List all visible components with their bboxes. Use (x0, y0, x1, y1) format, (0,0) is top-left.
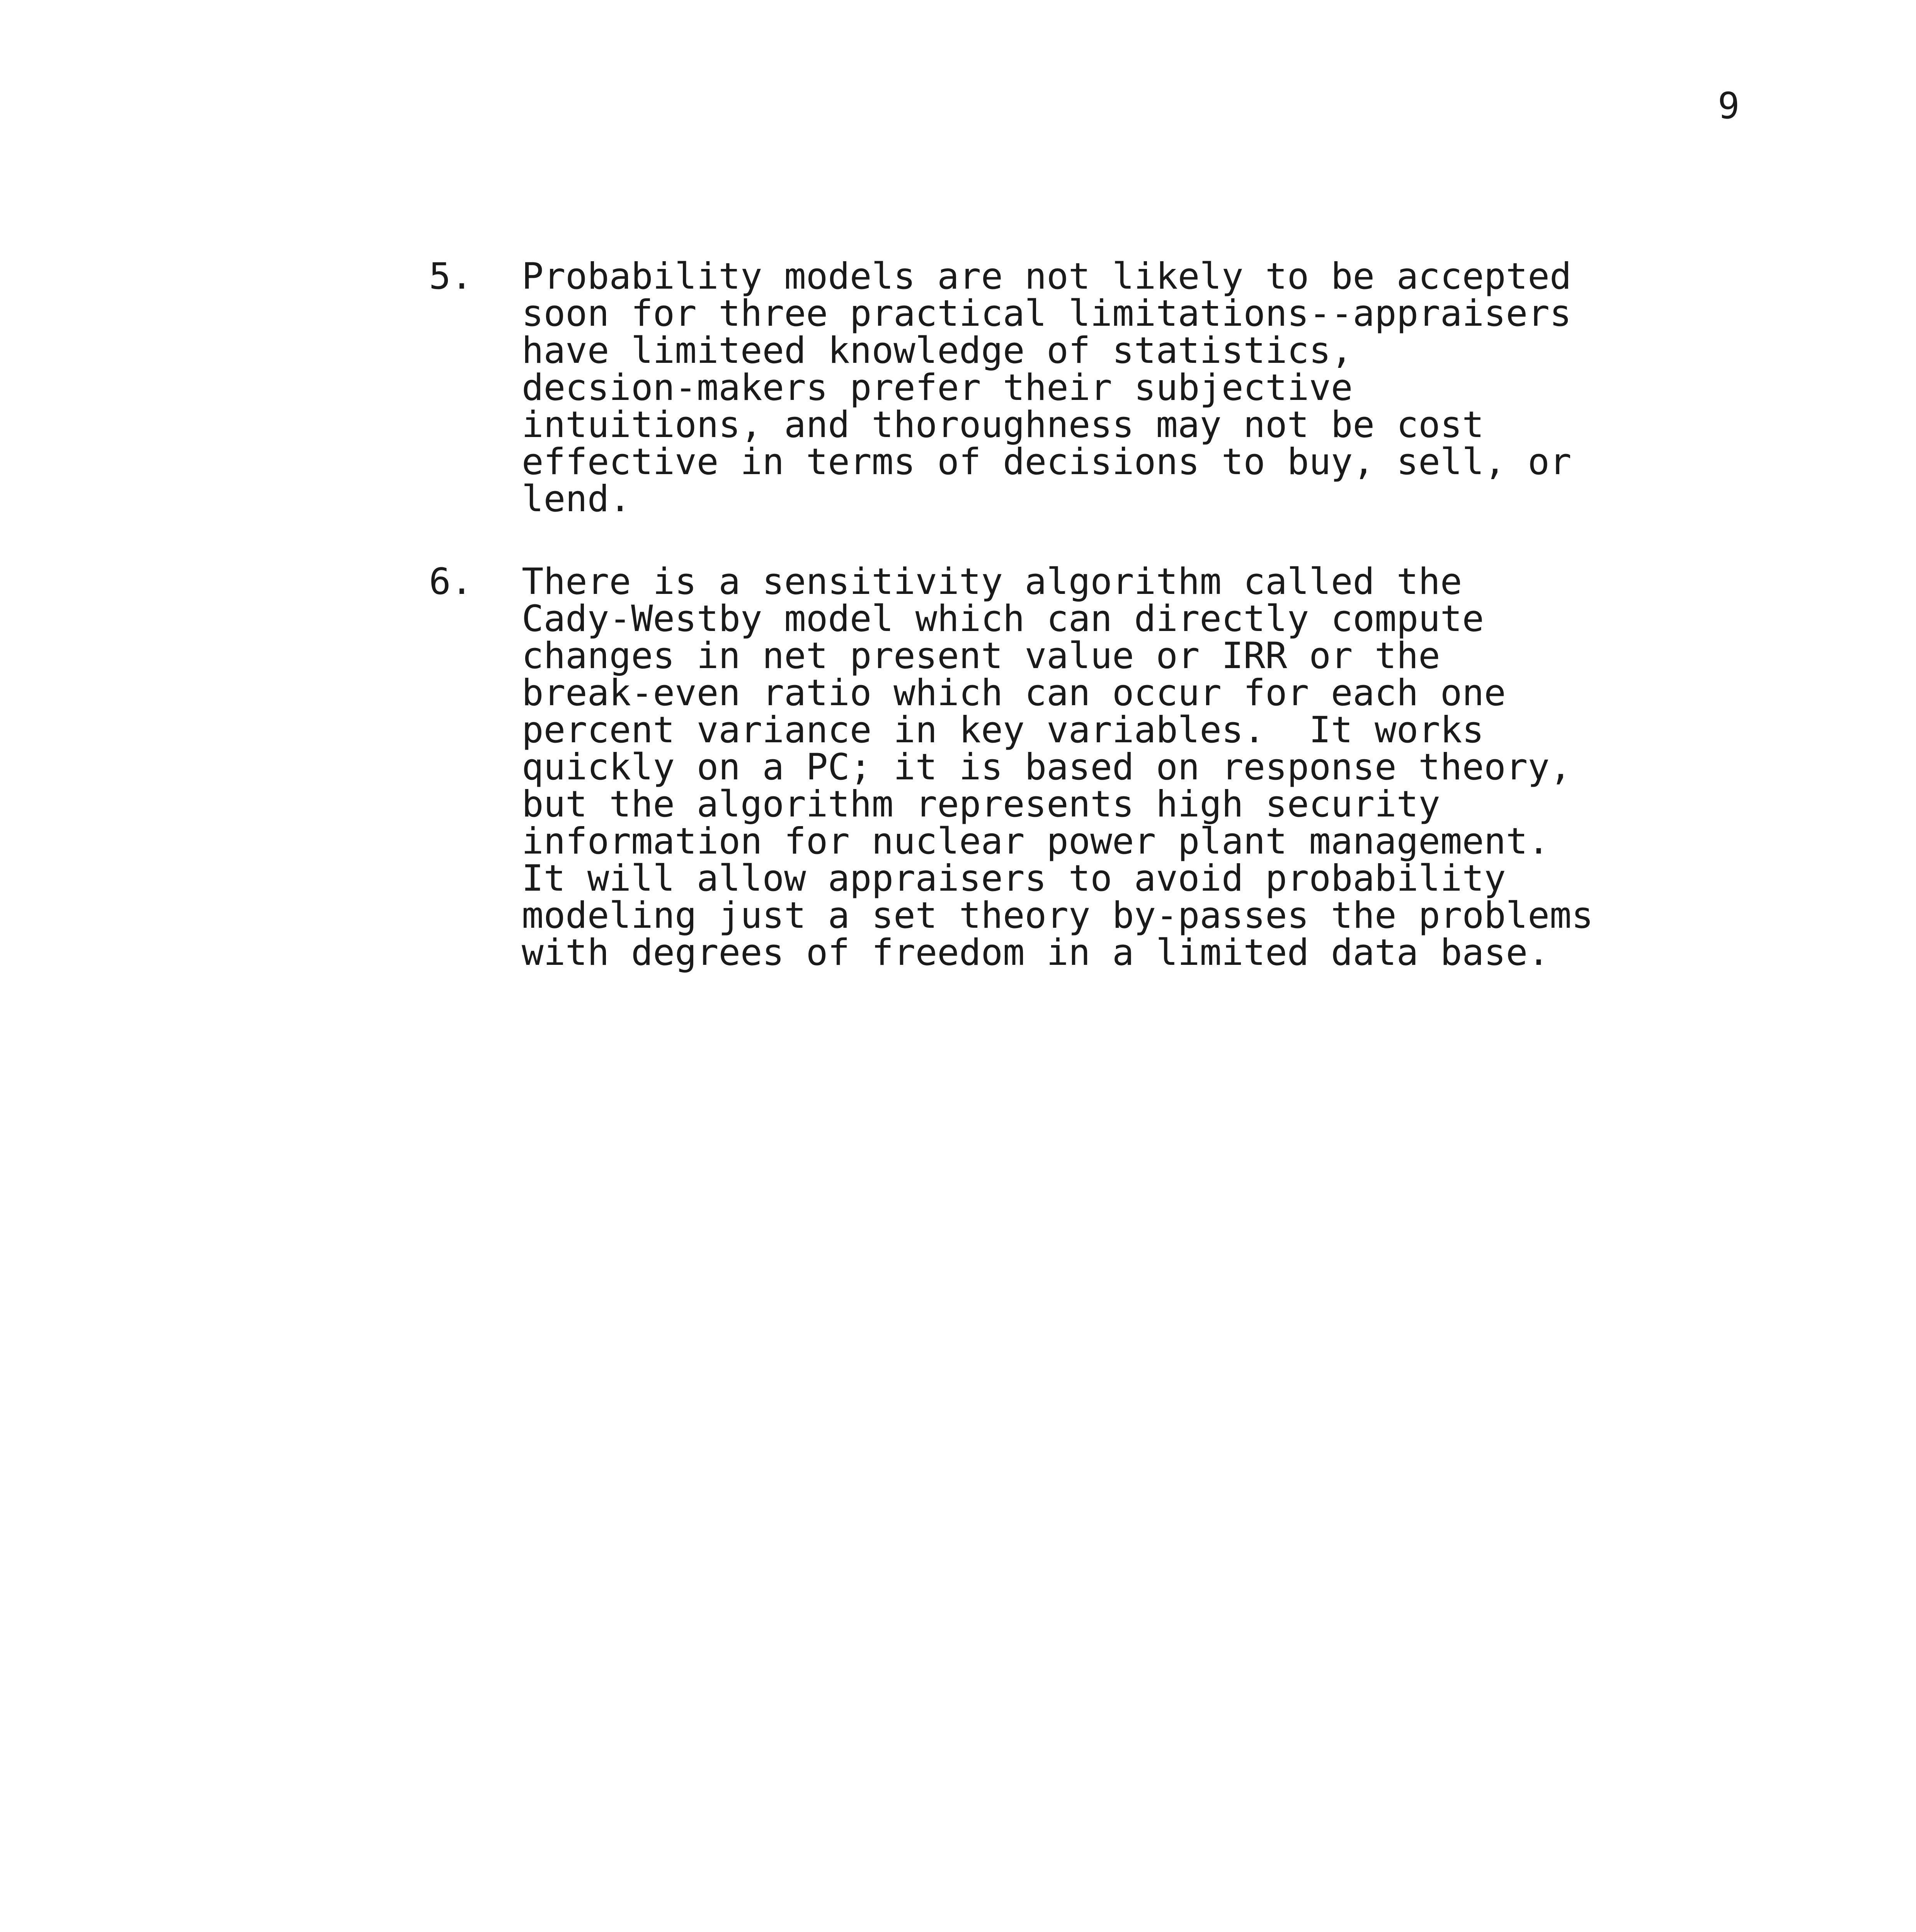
text-line: There is a sensitivity algorithm called the (522, 561, 1462, 603)
text-line: percent variance in key variables. It works (522, 709, 1484, 751)
text-line: with degrees of freedom in a limited data base. (522, 932, 1550, 974)
text-line: effective in terms of decisions to buy, sell, or (522, 441, 1572, 483)
text-line: soon for three practical limitations--appraisers (522, 293, 1572, 335)
text-line: intuitions, and thoroughness may not be cost (522, 404, 1484, 446)
list-item-text (522, 561, 1594, 974)
text-line: Cady-Westby model which can directly compute (522, 598, 1484, 640)
text-line: It will allow appraisers to avoid probability (522, 857, 1506, 900)
text-line: quickly on a PC; it is based on response theory, (522, 746, 1572, 788)
text-line: lend. (522, 478, 631, 520)
text-line: decsion-makers prefer their subjective (522, 367, 1353, 409)
text-line: have limiteed knowledge of statistics, (522, 330, 1353, 372)
list-item-number: 6. (429, 561, 473, 603)
list-item-text (522, 255, 1572, 520)
text-line: break-even ratio which can occur for each one (522, 672, 1506, 714)
list-item-number: 5. (429, 255, 473, 298)
text-line: but the algorithm represents high security (522, 783, 1440, 825)
text-line: information for nuclear power plant management. (522, 820, 1550, 862)
text-line: modeling just a set theory by-passes the problems (522, 895, 1594, 937)
text-line: Probability models are not likely to be accepted (522, 255, 1572, 298)
text-line: changes in net present value or IRR or the (522, 635, 1440, 677)
page-number: 9 (1718, 85, 1740, 127)
